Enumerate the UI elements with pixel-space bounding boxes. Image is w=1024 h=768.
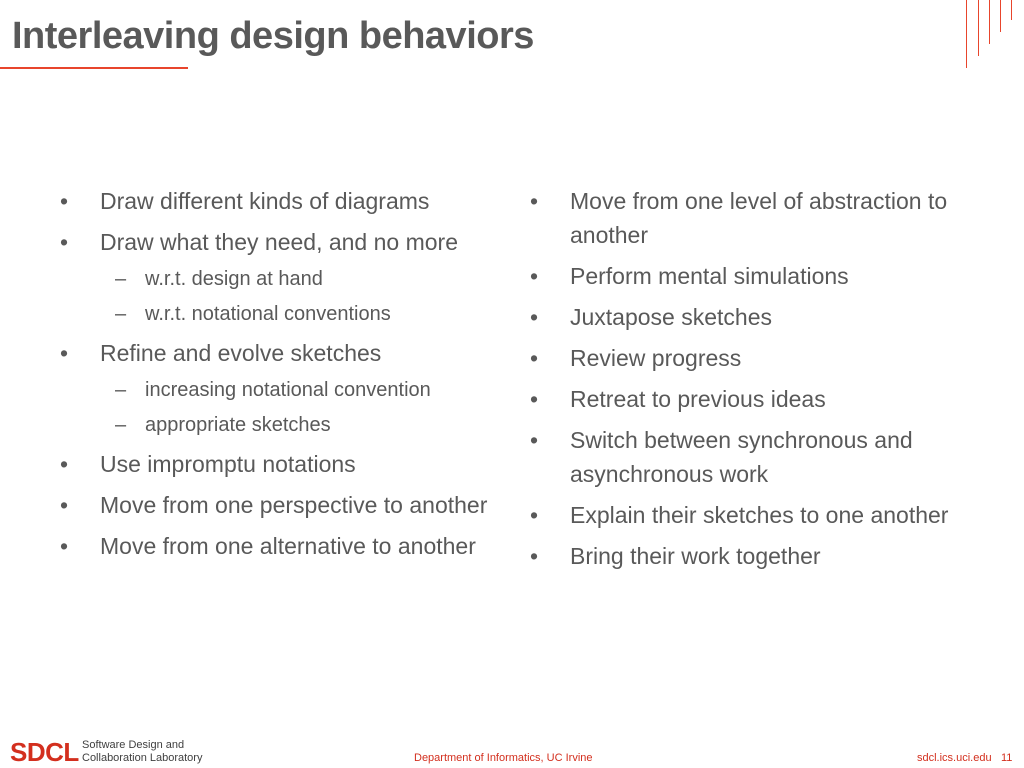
- bullet-item: • Switch between synchronous and asynchronous work: [530, 423, 970, 491]
- left-bullet-list: [60, 184, 500, 570]
- lab-name: [82, 739, 202, 765]
- decorative-line: [966, 0, 967, 68]
- decorative-line: [1000, 0, 1001, 32]
- slide-title: Interleaving design behaviors: [12, 15, 534, 57]
- bullet-item: • Use impromptu notations: [60, 447, 500, 481]
- lab-name-line-2: Collaboration Laboratory: [82, 752, 203, 764]
- bullet-item: • Move from one level of abstraction to another: [530, 184, 970, 252]
- sub-bullet-item: – appropriate sketches: [60, 410, 500, 440]
- bullet-item: • Juxtapose sketches: [530, 300, 970, 334]
- sdcl-logo: SDCL: [10, 737, 79, 767]
- department-name: Department of Informatics, UC Irvine: [414, 752, 593, 764]
- decorative-line: [978, 0, 979, 56]
- bullet-item: • Bring their work together: [530, 539, 970, 573]
- decorative-line: [1011, 0, 1012, 20]
- bullet-item: • Review progress: [530, 341, 970, 375]
- bullet-item: • Perform mental simulations: [530, 259, 970, 293]
- bullet-item: • Move from one alternative to another: [60, 529, 500, 563]
- right-bullet-list: [530, 184, 970, 580]
- sub-bullet-item: – w.r.t. design at hand: [60, 264, 500, 294]
- bullet-item: • Refine and evolve sketches: [60, 336, 500, 370]
- bullet-item: • Explain their sketches to one another: [530, 498, 970, 532]
- bullet-item: • Draw what they need, and no more: [60, 225, 500, 259]
- sub-bullet-item: – w.r.t. notational conventions: [60, 299, 500, 329]
- sub-bullet-item: – increasing notational convention: [60, 375, 500, 405]
- decorative-line: [989, 0, 990, 44]
- bullet-item: • Move from one perspective to another: [60, 488, 500, 522]
- page-number: 11: [1001, 752, 1013, 764]
- bullet-item: • Draw different kinds of diagrams: [60, 184, 500, 218]
- title-underline: [0, 67, 188, 69]
- footer-url: sdcl.ics.uci.edu: [917, 752, 992, 764]
- bullet-item: • Retreat to previous ideas: [530, 382, 970, 416]
- lab-name-line-1: Software Design and: [82, 739, 185, 751]
